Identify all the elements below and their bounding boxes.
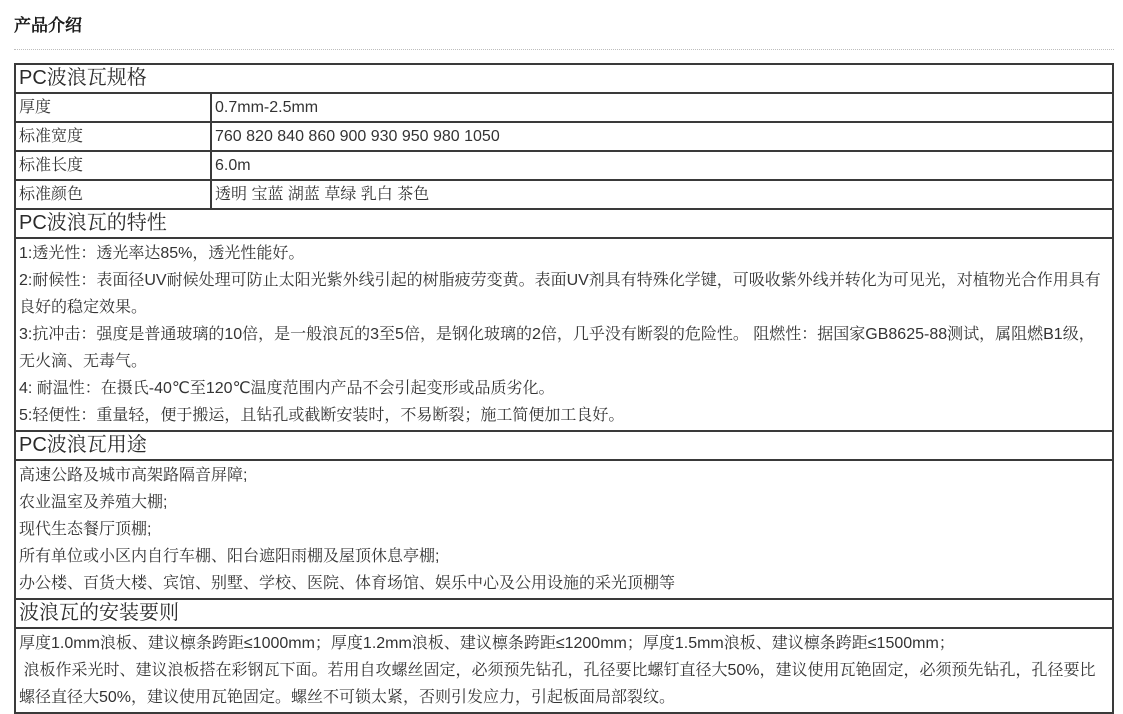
section-header-specs: PC波浪瓦规格 — [15, 64, 1113, 93]
spec-label-length: 标准长度 — [15, 151, 211, 180]
feature-item: 3:抗冲击：强度是普通玻璃的10倍，是一般浪瓦的3至5倍，是钢化玻璃的2倍，几乎没有断裂的危险性。 阻燃性：据国家GB8625-88测试，属阻燃B1级，无火滴、无毒气。 — [19, 326, 1095, 370]
spec-label-thickness: 厚度 — [15, 93, 211, 122]
use-item: 所有单位或小区内自行车棚、阳台遮阳雨棚及屋顶休息亭棚; — [19, 548, 440, 565]
spec-row-width — [15, 122, 1113, 151]
spec-label-color: 标准颜色 — [15, 180, 211, 209]
uses-cell — [15, 460, 1113, 599]
spec-value-length: 6.0m — [211, 151, 1113, 180]
use-item: 高速公路及城市高架路隔音屏障; — [19, 467, 248, 484]
install-row — [15, 628, 1113, 713]
use-item: 现代生态餐厅顶棚; — [19, 521, 152, 538]
section-header-row-install — [15, 599, 1113, 628]
install-rule: 厚度1.0mm浪板、建议檩条跨距≤1000mm；厚度1.2mm浪板、建议檩条跨距≤1200mm；厚度1.5mm浪板、建议檩条跨距≤1500mm； — [19, 635, 955, 652]
install-cell — [15, 628, 1113, 713]
section-header-row-features — [15, 209, 1113, 238]
features-row — [15, 238, 1113, 431]
install-rule: 浪板作采光时、建议浪板搭在彩钢瓦下面。若用自攻螺丝固定，必须预先钻孔，孔径要比螺钉直径大50%，建议使用瓦铯固定，必须预先钻孔，孔径要比螺径直径大50%，建议使用瓦铯固定。螺丝不可锁太紧，否则引发应力，引起板面局部裂纹。 — [19, 662, 1096, 706]
title-divider — [14, 49, 1114, 50]
section-header-row-uses — [15, 431, 1113, 460]
use-item: 办公楼、百货大楼、宾馆、别墅、学校、医院、体育场馆、娱乐中心及公用设施的采光顶棚等 — [19, 575, 676, 592]
feature-item: 1:透光性：透光率达85%，透光性能好。 — [19, 245, 305, 262]
features-cell — [15, 238, 1113, 431]
section-header-uses: PC波浪瓦用途 — [15, 431, 1113, 460]
uses-row — [15, 460, 1113, 599]
page-title: 产品介绍 — [14, 16, 82, 35]
feature-item: 4: 耐温性：在摄氏-40℃至120℃温度范围内产品不会引起变形或品质劣化。 — [19, 380, 555, 397]
spec-row-length — [15, 151, 1113, 180]
spec-row-thickness — [15, 93, 1113, 122]
section-header-install: 波浪瓦的安装要则 — [15, 599, 1113, 628]
feature-item: 5:轻便性：重量轻，便于搬运，且钻孔或截断安装时，不易断裂；施工简便加工良好。 — [19, 407, 625, 424]
product-spec-table — [14, 63, 1114, 714]
feature-item: 2:耐候性：表面径UV耐候处理可防止太阳光紫外线引起的树脂疲劳变黄。表面UV剂具有特殊化学键，可吸收紫外线并转化为可见光，对植物光合作用具有良好的稳定效果。 — [19, 272, 1101, 316]
use-item: 农业温室及养殖大棚; — [19, 494, 168, 511]
spec-value-thickness: 0.7mm-2.5mm — [211, 93, 1113, 122]
spec-row-color — [15, 180, 1113, 209]
spec-value-width: 760 820 840 860 900 930 950 980 1050 — [211, 122, 1113, 151]
section-header-row-specs — [15, 64, 1113, 93]
section-header-features: PC波浪瓦的特性 — [15, 209, 1113, 238]
spec-value-color: 透明 宝蓝 湖蓝 草绿 乳白 茶色 — [211, 180, 1113, 209]
spec-label-width: 标准宽度 — [15, 122, 211, 151]
